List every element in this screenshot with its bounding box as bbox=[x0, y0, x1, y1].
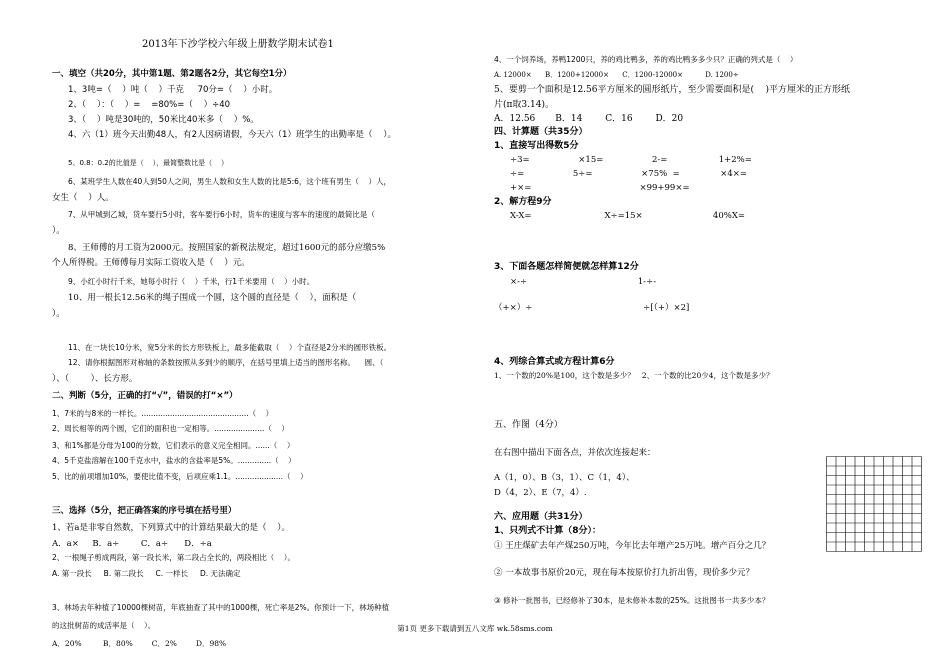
question-line: 1、7米的与8米的一样长。.............................................（ ） bbox=[52, 409, 274, 418]
question-line: ② 一本故事书原价20元，现在每本按原价打九折出售，现价多少元？ bbox=[494, 568, 755, 578]
question-line: 3、和1%都是分母为100的分数，它们表示的意义完全相同。......（ ） bbox=[52, 441, 295, 450]
question-line: ÷3= ×15= 2-= 1+2%= bbox=[510, 155, 752, 165]
question-line: 12、请你根据图形对称轴的条数按照从多到少的顺序，在括号里填上适当的图形名称。 圆、（ bbox=[68, 358, 384, 367]
question-line: 7、从甲城到乙城，货车要行5小时，客车要行6小时，货车的速度与客车的速度的最简比是（ bbox=[68, 210, 375, 219]
section-choice-heading: 三、选择（5分，把正确答案的序号填在括号里） bbox=[52, 506, 237, 516]
question-line: 4、六（1）班今天出勤48人，有2人因病请假，今天六（1）班学生的出勤率是（ ）。 bbox=[68, 130, 397, 140]
question-line: +×= ×99+99×= bbox=[510, 183, 690, 193]
question-line: ③ 修补一批图书，已经修补了30本，是未修补本数的25%。这批图书一共多少本？ bbox=[494, 596, 770, 605]
question-line: 5、要剪一个面积是12.56平方厘米的圆形纸片，至少需要面积是( )平方厘米的正方形纸 bbox=[494, 85, 850, 95]
subsection-heading: 4、列综合算式或方程计算6分 bbox=[494, 357, 615, 367]
question-line: 5、比的前项增加10%，要使比值不变，后项应乘1.1。....................（ ） bbox=[52, 472, 308, 481]
question-line: 女生（ ）人。 bbox=[52, 193, 114, 203]
question-line: 的这批树苗的成活率是（ ）。 bbox=[52, 621, 156, 630]
question-line: 片(π取3.14)。 bbox=[494, 100, 554, 110]
subsection-heading: 1、只列式不计算（8分）： bbox=[494, 526, 602, 536]
question-line: A．a× B．a÷ C．a÷ D．÷a bbox=[52, 539, 212, 549]
question-line: X-X= X÷=15× 40%X= bbox=[510, 211, 745, 221]
question-line: 1、3吨=（ ）吨（ ）千克 70分=（ ）小时。 bbox=[68, 85, 278, 95]
question-line: ×-÷ 1-÷- bbox=[510, 277, 657, 287]
question-line: D（4，2）、E（7，4）. bbox=[494, 488, 587, 498]
question-line: 3、（ ）吨是30吨的，50米比40米多（ ）%。 bbox=[68, 115, 259, 125]
question-line: 5、0.8：0.2的比值是（ ），最简整数比是（ ） bbox=[68, 159, 229, 167]
section-fill-blank-heading: 一、填空（共20分，其中第1题、第2题各2分，其它每空1分） bbox=[52, 69, 292, 79]
section-judge-heading: 二、判断（5分，正确的打“√”，错误的打“×”） bbox=[52, 391, 238, 401]
question-line: 11、在一块长10分米，宽5分米的长方形铁板上，最多能截取（ ）个直径是2分米的圆形铁板。 bbox=[68, 343, 392, 352]
page-footer: 第1页 更多下载请到五八文库 wk.58sms.com bbox=[397, 624, 553, 633]
question-line: ）、（ ）、长方形。 bbox=[52, 374, 138, 384]
subsection-heading: 2、解方程9分 bbox=[494, 197, 552, 207]
question-line: ① 王庄煤矿去年产煤250万吨，今年比去年增产25万吨。增产百分之几？ bbox=[494, 541, 771, 551]
question-line: A. 第一段长 B. 第二段长 C. 一样长 D. 无法确定 bbox=[52, 569, 241, 578]
question-line: 3、林场去年种植了10000棵树苗，年底抽查了其中的1000棵，死亡率是2%。你预计一下，林场种植 bbox=[52, 603, 390, 612]
question-line: 2、一根绳子剪成两段，第一段长米，第二段占全长的，两段相比（ ）。 bbox=[52, 553, 296, 562]
question-line: 在右图中描出下面各点，并依次连接起来： bbox=[494, 448, 656, 458]
question-line: A．12.56 B．14 C．16 D．20 bbox=[494, 114, 684, 124]
subsection-heading: 1、直接写出得数5分 bbox=[494, 141, 579, 151]
question-line: 10、用一根长12.56米的绳子围成一个圆，这个圆的直径是（ ），面积是（ bbox=[68, 293, 357, 303]
section-calc-heading: 四、计算题（共35分） bbox=[494, 127, 588, 137]
question-line: 9、小红小时行千米，她每小时行（ ）千米，行1千米要用（ ）小时。 bbox=[68, 277, 315, 286]
question-line: A. 12000× B．1200+12000× C．1200-12000× D. 1200÷ bbox=[494, 71, 739, 79]
coordinate-grid bbox=[826, 456, 922, 552]
question-line: 2、周长相等的两个圆，它们的面积也一定相等。.....................（ ） bbox=[52, 424, 289, 433]
subsection-heading: 3、下面各题怎样简便就怎样算12分 bbox=[494, 262, 639, 272]
question-line: ）。 bbox=[52, 309, 65, 319]
question-line: 6、某班学生人数在40人到50人之间，男生人数和女生人数的比是5:6，这个班有男生（ ）人， bbox=[68, 177, 391, 186]
question-line: A．20% B．80% C．2% D．98% bbox=[52, 639, 227, 648]
question-line: （+×）÷ ÷[（+）×2] bbox=[494, 303, 690, 313]
page-title: 2013年下沙学校六年级上册数学期末试卷1 bbox=[142, 39, 334, 50]
question-line: ÷= 5÷= ×75% = ×4×= bbox=[510, 169, 748, 179]
section-application-heading: 六、应用题（共31分） bbox=[494, 512, 588, 522]
question-line: A（1，0）、B（3，1）、C（1，4）、 bbox=[494, 473, 635, 483]
question-line: 4、一个饲养场，养鸭1200只，养的鸡比鸭多，养的鸡比鸭多多少只？正确的列式是（ ） bbox=[494, 55, 798, 64]
question-line: 1、若a是非零自然数，下列算式中的计算结果最大的是（ ）。 bbox=[52, 523, 291, 533]
question-line: 个人所得税。王师傅每月实际工资收入是（ ）元。 bbox=[52, 258, 250, 268]
question-line: ）。 bbox=[52, 226, 65, 236]
question-line: 4、5千克盐溶解在100千克水中，盐水的含盐率是5%。..............（ ） bbox=[52, 456, 296, 465]
question-line: 1、一个数的20%是100，这个数是多少？ 2、一个数的比20少4，这个数是多少？ bbox=[494, 371, 774, 380]
section-drawing-heading: 五、作图（4分） bbox=[494, 420, 563, 430]
question-line: 8、王师傅的月工资为2000元。按照国家的新税法规定，超过1600元的部分应缴5% bbox=[68, 243, 386, 253]
question-line: 2、（ ）：（ ）= =80%=（ ）÷40 bbox=[68, 100, 231, 110]
